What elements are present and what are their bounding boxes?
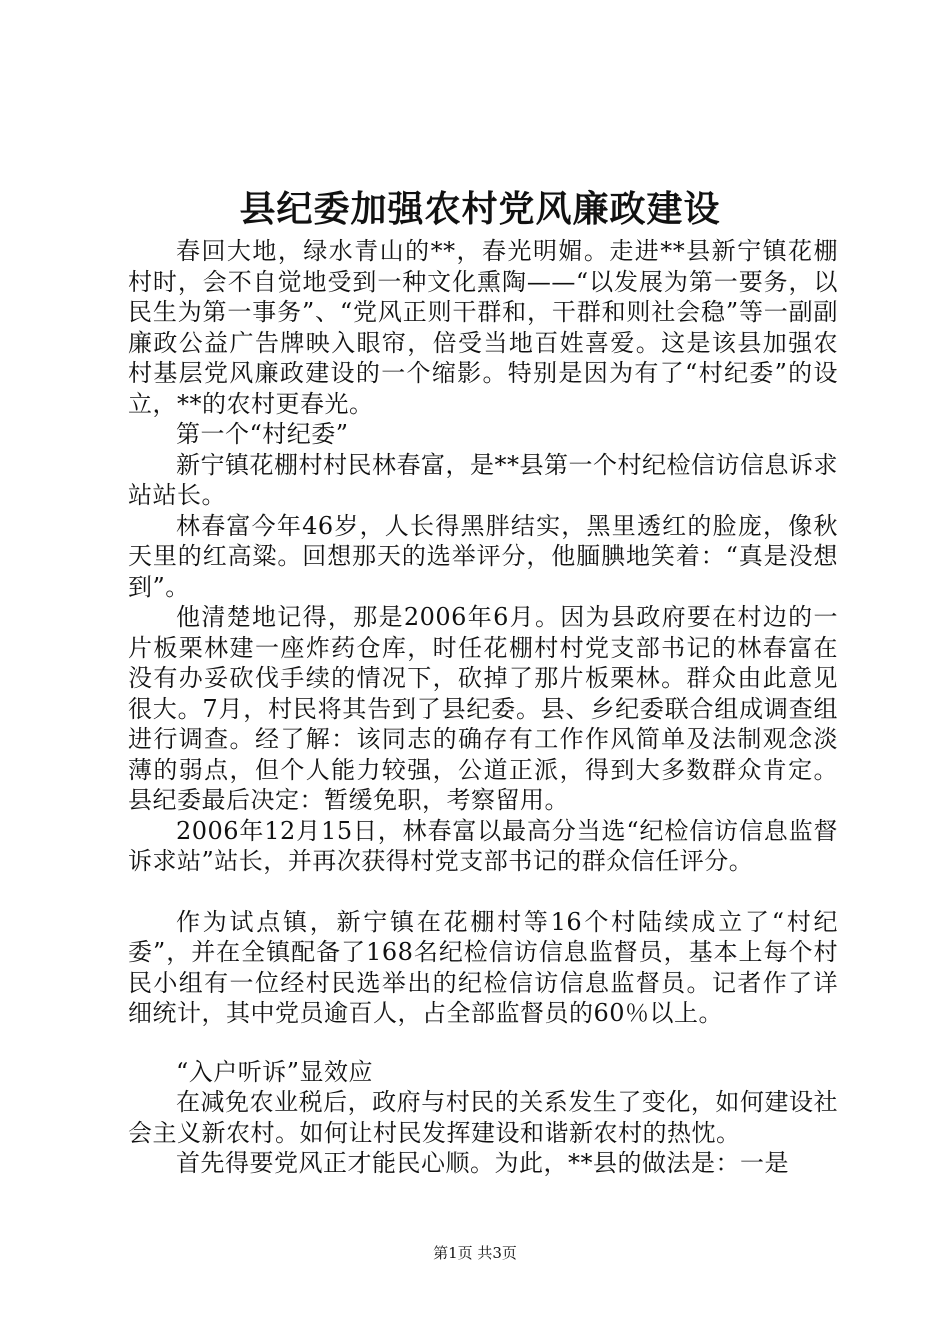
paragraph-election: 2006年12月15日，林春富以最高分当选“纪检信访信息监督诉求站”站长，并再次获得村党支部书记的群众信任评分。 [128,816,838,875]
paragraph-lin-chunfu-profile: 林春富今年46岁，人长得黑胖结实，黑里透红的脸庞，像秋天里的红高粱。回想那天的选举评分，他腼腆地笑着：“真是没想到”。 [128,511,838,601]
paragraph-2006-incident: 他清楚地记得，那是2006年6月。因为县政府要在村边的一片板栗林建一座炸药仓库，时任花棚村村党支部书记的林春富在没有办妥砍伐手续的情况下，砍掉了那片板栗林。群众由此意见很大。7月，村民将其告到了县纪委。县、乡纪委联合组成调查组进行调查。经了解：该同志的确存有工作作风简单及法制观念淡薄的弱点，但个人能力较强，公道正派，得到大多数群众肯定。县纪委最后决定：暂缓免职，考察留用。 [128,603,838,814]
paragraph-intro: 春回大地，绿水青山的**，春光明媚。走进**县新宁镇花棚村时，会不自觉地受到一种文化熏陶——“以发展为第一要务，以民生为第一事务”、“党风正则干群和，干群和则社会稳”等一副副廉政公益广告牌映入眼帘，倍受当地百姓喜爱。这是该县加强农村基层党风廉政建设的一个缩影。特别是因为有了“村纪委”的设立，**的农村更春光。 [128,237,838,418]
page-number-footer: 第1页 共3页 [433,1244,517,1262]
paragraph-pilot-town: 作为试点镇，新宁镇在花棚村等16个村陆续成立了“村纪委”，并在全镇配备了168名纪检信访信息监督员，基本上每个村民小组有一位经村民选举出的纪检信访信息监督员。记者作了详细统计，其中党员逾百人，占全部监督员的60％以上。 [128,907,838,1027]
paragraph-party-style: 首先得要党风正才能民心顺。为此，**县的做法是：一是 [176,1149,789,1177]
paragraph-tax-reduction: 在减免农业税后，政府与村民的关系发生了变化，如何建设社会主义新农村。如何让村民发挥建设和谐新农村的热忱。 [128,1088,838,1147]
section-heading-first-village-committee: 第一个“村纪委” [176,420,349,448]
document-title: 县纪委加强农村党风廉政建设 [239,188,721,230]
section-heading-household-visits: “入户听诉”显效应 [176,1057,374,1086]
paragraph-lin-chunfu-intro: 新宁镇花棚村村民林春富，是**县第一个村纪检信访信息诉求站站长。 [128,450,838,509]
document-body [128,236,838,1179]
